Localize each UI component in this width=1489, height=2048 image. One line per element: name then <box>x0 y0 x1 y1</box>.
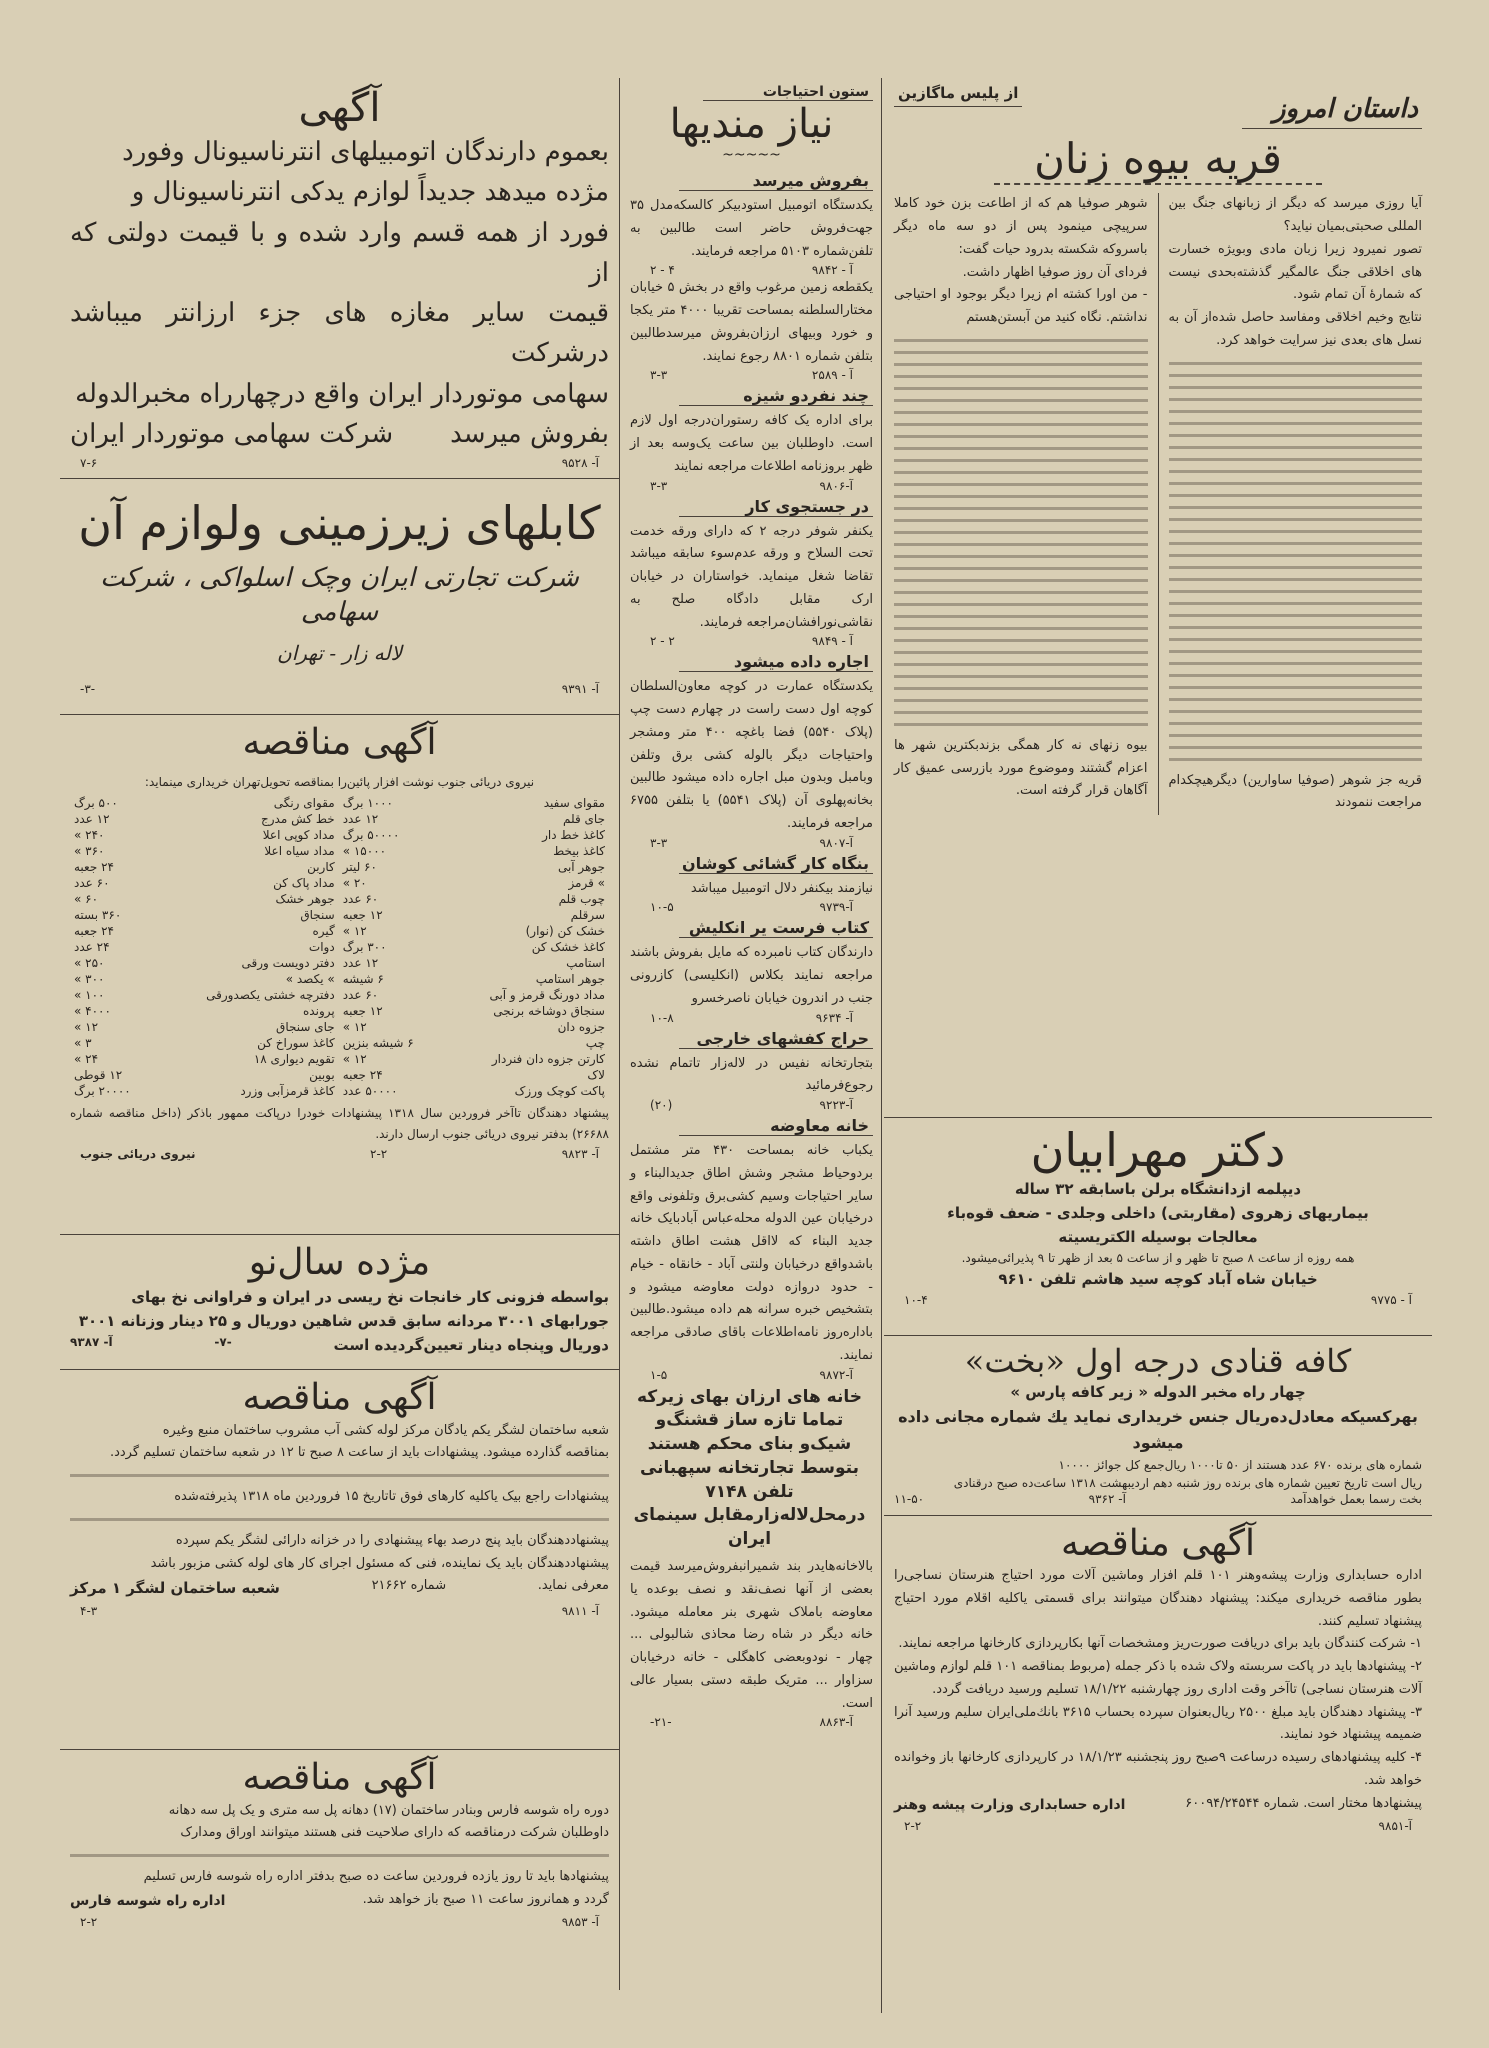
table-row <box>70 1083 609 1099</box>
ref-run: ۴-۳ <box>80 1603 98 1618</box>
story-paragraph: قریه جز شوهر (صوفیا ساوارین) دیگرهیچکدام مراجعت ننمودند <box>1168 772 1422 811</box>
item-name: سنجاق دوشاخه برنجی <box>493 1003 605 1018</box>
item-quantity: ۶۰ » <box>74 891 99 906</box>
item-name: کاغذ قرمزآبی وزرد <box>240 1083 335 1098</box>
ad-ref <box>630 368 873 382</box>
ref-run: ۷-۶ <box>80 456 98 471</box>
tender-title: آگهی مناقصه <box>242 1757 437 1799</box>
item-name: مداد دورنگ قرمز و آبی <box>489 987 605 1002</box>
item-quantity: ۲۰ » <box>342 875 367 890</box>
item-name: بوبین <box>309 1067 335 1082</box>
tender-items-table <box>70 795 609 1099</box>
ref-run: -۷- <box>214 1334 232 1349</box>
ad-ref <box>70 1913 609 1931</box>
ref-number: آ- ۹۳۹۱ <box>561 681 599 696</box>
item-quantity: ۱۰۰ » <box>74 987 105 1002</box>
ref-number: آ- ۹۸۵۳ <box>561 1915 599 1930</box>
table-row <box>70 987 609 1003</box>
item-quantity: ۲۴ جعبه <box>74 859 114 874</box>
ad-ref <box>630 836 873 850</box>
ad-ref <box>630 1098 873 1112</box>
ad-offer: بهرکسیکه معادل‌ده‌ریال جنس خریداری نماید یك شماره مجانی داده میشود <box>898 1407 1418 1452</box>
item-quantity: ۳۶۰ » <box>74 843 105 858</box>
story-paragraph: شوهر صوفیا هم که از اطاعت بزن خود کاملا سرپیچی مینمود پس از دو سه ماه دیگر باسروکه شکسته بدرود حیات گفت: <box>894 196 1148 257</box>
item-name: جوهر خشک <box>275 891 335 906</box>
table-row <box>70 891 609 907</box>
table-row <box>70 907 609 923</box>
item-quantity: ۱۲ » <box>74 1019 99 1034</box>
item-quantity: ۲۴ جعبه <box>342 1067 383 1082</box>
tender-title: آگهی مناقصه <box>242 722 437 764</box>
cafe-ad <box>884 1336 1432 1516</box>
ad-title: کابلهای زیرزمینی ولوازم آن <box>78 496 601 551</box>
ad-ref <box>630 900 873 914</box>
classified-text: نیازمند بیکنفر دلال اتومبیل میباشد <box>690 880 873 896</box>
item-quantity: ۶ شیشه بنزین <box>342 1035 414 1050</box>
ref-number: آ- ۹۸۲۳ <box>561 1146 599 1161</box>
ref-run: -۳- <box>80 681 96 696</box>
classified-ad <box>630 1116 873 1382</box>
body-text <box>70 1474 609 1477</box>
fars-tender <box>60 1750 619 1990</box>
item-quantity: ۳ » <box>74 1035 92 1050</box>
item-quantity: ۱۰۰۰ برگ <box>342 795 393 810</box>
ad-ref <box>894 1492 1422 1506</box>
item-quantity: ۲۴ » <box>74 1051 99 1066</box>
item-quantity: ۱۵۰۰۰ » <box>342 843 387 858</box>
item-quantity: ۱۲ عدد <box>342 955 379 970</box>
ad-address: چهار راه مخبر الدوله « زیر کافه پارس » <box>1010 1383 1306 1402</box>
tender-line: پیشنهاددهندگان باید پنج درصد بهاء پیشنهادی را در خزانه دارائی لشگر یکم سپرده <box>175 1532 609 1548</box>
tender-signature: نیروی دریائی جنوب <box>80 1146 196 1161</box>
item-quantity: ۶۰ لیتر <box>342 859 377 874</box>
item-name: کاغذ بیخط <box>553 843 605 858</box>
table-row <box>70 859 609 875</box>
classified-heading: اجاره داده میشود <box>679 652 873 672</box>
ref-run: ۲ - ۲ <box>650 634 675 649</box>
ad-last-line: بفروش میرسد <box>450 419 609 450</box>
tender-line <box>894 1793 1422 1818</box>
tender-line: بمناقصه گذارده میشود. پیشنهادات باید از ساعت ۸ صبح تا ۱۲ در شعبه ساختمان تسلیم گردد. <box>109 1445 609 1461</box>
story-paragraph: نتایج وخیم اخلاقی ومفاسد حاصل شده‌از آن به نسل های بعدی نیز سرایت خواهد کرد. <box>1168 310 1422 348</box>
ref-run: ۱۰-۵ <box>650 900 674 915</box>
tender-number: شماره ۲۱۶۶۲ <box>371 1578 447 1594</box>
story-paragraph: فردای آن روز صوفیا اظهار داشت. <box>962 264 1148 280</box>
story-paragraph: آیا روزی میرسد که دیگر از زبانهای جنگ بین المللی صحبتی‌بمیان نیاید؟ <box>1168 196 1422 235</box>
item-name: کاربن <box>307 859 335 874</box>
classified-heading: خانه معاوضه <box>679 1116 873 1136</box>
ornament: ~~~~~ <box>722 147 781 163</box>
motor-ad <box>60 78 619 479</box>
ref-run: ۳-۳ <box>650 835 668 850</box>
item-quantity: ۱۲ عدد <box>74 811 110 826</box>
table-row <box>70 827 609 843</box>
item-quantity: ۳۰۰ » <box>74 971 105 986</box>
ref-number: آ- ۹۸۱۱ <box>561 1603 599 1618</box>
ad-line: ریال است تاریخ تعیین شماره های برنده روز شنبه دهم اردیبهشت ۱۳۱۸ ساعت‌ده صبح درقنادی <box>953 1475 1422 1490</box>
ad-ref <box>630 263 873 277</box>
ad-line: بخت رسما بعمل خواهدآمد <box>1290 1491 1422 1506</box>
ad-ref <box>894 1817 1422 1835</box>
left-column <box>60 78 620 1990</box>
ad-line: معالجات بوسیله الکتریسیته <box>1058 1227 1258 1246</box>
item-name: پاکت کوچک ورزک <box>514 1083 605 1098</box>
table-row <box>70 939 609 955</box>
classified-text: یکدستگاه اتومبیل استودبیکر کالسکه‌مدل ۳۵ جهت‌فروش حاضر است طالبین به تلفن‌شماره ۵۱۰۳ مراجعه فرمایند. <box>630 198 873 259</box>
body-text <box>70 1854 609 1857</box>
table-row <box>70 1051 609 1067</box>
item-name: کاغذ خط دار <box>542 827 605 842</box>
ad-line: دیپلمه ازدانشگاه برلن باسابقه ۳۲ ساله <box>1014 1179 1302 1198</box>
ad-line: فورد از همه قسم وارد شده و با قیمت دولتی که از <box>70 217 609 288</box>
tender-line: شعبه ساختمان لشگر یکم یادگان مرکز لوله کشی آب مشروب ساختمان منبع وغیره <box>162 1422 609 1438</box>
item-name: مداد پاک کن <box>273 875 335 890</box>
item-quantity: ۱۲ عدد <box>342 811 379 826</box>
story-column-left <box>894 193 1148 815</box>
classified-text: یکدستگاه عمارت در کوچه معاون‌السلطان کوچه اول دست راست در چهارم دست چپ (پلاک ۵۵۴۰) فضا باغچه ۴۰۰ متر ومشجر واحتیاجات دیگر بالوله کشی برق وتلفن وبامبل وبدون مبل اجاره داده میشود طالبین بخانه‌پهلوی آن (پلاک ۵۵۴۱) یا بتلفن ۶۷۵۵ مراجعه فرمایند. <box>630 679 873 831</box>
body-text <box>1169 362 1423 761</box>
item-name: جوهر آبی <box>557 859 605 874</box>
tender-line: پیشنهادات راجع بیک یاکلیه کارهای فوق تاتاریخ ۱۵ فروردین ماه ۱۳۱۸ پذیرفته‌شده <box>174 1489 609 1505</box>
tender-signature: اداره راه شوسه فارس <box>70 1892 226 1909</box>
classified-ad <box>630 918 873 1024</box>
ref-number: آ- ۹۳۸۷ <box>70 1334 113 1349</box>
cables-ad <box>60 479 619 715</box>
ad-hours: همه روزه از ساعت ۸ صبح تا ظهر و از ساعت ۵ بعد از ظهر تا ۹ پذیرائی‌میشود. <box>961 1250 1355 1265</box>
item-quantity: ۴۰۰۰ » <box>74 1003 111 1018</box>
classified-ad <box>630 277 873 382</box>
item-quantity: ۵۰۰ برگ <box>74 795 118 810</box>
item-quantity: ۲۵۰ » <box>74 955 105 970</box>
item-quantity: ۱۲ » <box>342 1019 367 1034</box>
table-row <box>70 843 609 859</box>
ref-number: آ-۹۲۲۳ <box>819 1098 853 1112</box>
ref-number: آ-۹۸۰۶ <box>819 478 853 493</box>
table-row <box>70 1003 609 1019</box>
classified-list <box>630 167 873 1729</box>
ad-ref <box>630 1368 873 1382</box>
table-row <box>70 811 609 827</box>
tender-footer: پیشنهاد دهندگان تاآخر فروردین سال ۱۳۱۸ پیشنهادات خودرا درپاکت ممهور باذکر (داخل مناقصه شماره ۲۶۶۸۸) بدفتر نیروی دریائی جنوب ارسال دارند. <box>70 1105 609 1141</box>
classified-ad <box>630 1386 873 1730</box>
tender-line: پیشنهاددهندگان باید یک نماینده، فنی که مسئول اجرای کار های لوله کشی مزبور باشد <box>150 1555 609 1571</box>
ad-ref <box>630 1715 873 1729</box>
item-name: مقوای رنگی <box>273 795 335 810</box>
ref-number: آ- ۹۵۲۸ <box>561 456 599 471</box>
classified-text: بتجارتخانه نفیس در لاله‌زار تاتمام نشده رجوع‌فرمائید <box>630 1055 873 1094</box>
tender-line: ۱- شرکت کنندگان باید برای دریافت صورت‌ریز ومشخصات آنها بکارپردازی کارخانها مراجعه نمایند. <box>898 1636 1422 1652</box>
story-paragraph: تصور نمیرود زیرا زبان مادی وبویژه خسارت های اخلاقی جنگ عالمگیر گذشته‌بحدی نیست که شمارهٔ آن تمام شود. <box>1168 241 1422 303</box>
item-name: دفتر دویست ورقی <box>241 955 335 970</box>
table-row <box>70 1019 609 1035</box>
item-name: چپ <box>585 1035 605 1050</box>
item-quantity: ۱۲ جعبه <box>342 907 383 922</box>
ref-run: ۳-۳ <box>650 368 668 383</box>
table-row <box>70 795 609 811</box>
ad-line-text: دوریال وپنجاه دینار تعیین‌گردیده است <box>333 1335 609 1354</box>
classified-text: یکباب خانه بمساحت ۴۳۰ متر مشتمل بردوحیاط مشجر وشش اطاق جدیدالبناء و سایر احتیاجات وسیم کشی‌برق وتلفونی واقع درخیابان عین الدوله محله‌عباس آبادبایک خانه جدید البناء که لااقل هشت اطاق داشته باشدواقع درخیابان ولنتی آباد - خانقاه - خیام - حدود دروازه دولت معاوضه میشود و بتشخیص خبره سرانه هم داده میشود.طالبین باداره‌روز نامه‌اطلاعات باقای صادقی مراجعه نمایند. <box>630 1143 873 1363</box>
classified-text: یکقطعه زمین مرغوب واقع در بخش ۵ خیابان مختارالسلطنه بمساحت تقریبا ۴۰۰۰ متر یکجا و خورد وبیهای ارزان‌بفروش میرسدطالبین بتلفن شماره ۸۸۰۱ رجوع نمایند. <box>630 280 873 364</box>
item-name: جزوه دان <box>557 1019 605 1034</box>
tender-line <box>70 1575 609 1601</box>
ref-run: ۴ - ۲ <box>650 263 675 278</box>
item-name: » قرمز <box>568 875 605 890</box>
item-name: » یکصد » <box>285 971 335 986</box>
table-row <box>70 1035 609 1051</box>
tender-line: ۳- پیشنهاد دهندگان باید مبلغ ۲۵۰۰ ریال‌بعنوان سپرده بحساب ۳۶۱۵ بانك‌ملی‌ایران سلیم ورسید آنرا ضمیمه پیشنهاد خود نمایند. <box>894 1704 1423 1743</box>
item-quantity: ۵۰۰۰۰ عدد <box>342 1083 398 1098</box>
story-paragraph: - من اورا کشته ام زیرا دیگر بوجود او احتیاجی نداشتم. نگاه کنید من آبستن‌هستم <box>894 287 1148 326</box>
classified-ad <box>630 171 873 277</box>
ref-number: آ - ۹۷۷۵ <box>1370 1292 1412 1307</box>
item-quantity: ۶۰ عدد <box>342 987 379 1002</box>
ref-run: ۱۱-۵۰ <box>894 1491 925 1506</box>
story-paragraph: بیوه زنهای نه کار همگی بزندبکترین شهر ها اعزام گشتند وموضوع مورد بازرسی عمیق کار آگاهان قرار گرفته است. <box>894 737 1148 799</box>
item-name: استامپ <box>566 955 605 970</box>
item-quantity: ۲۴۰ » <box>74 827 105 842</box>
company-address: لاله زار - تهران <box>277 640 402 665</box>
classified-text: یکنفر شوفر درجه ۲ که دارای ورقه خدمت تحت السلاح و ورقه عدم‌سوء سابقه میباشد تقاضا شغل مینماید. خواستاران در خیابان ارک مقابل دادگاه صلح به نقاشی‌نورافشان‌مراجعه فرمایند. <box>630 523 874 630</box>
tender-line: اداره حسابداری وزارت پیشه‌وهنر ۱۰۱ قلم افزار وماشین آلات مورد احتیاج هنرستان نساجی‌را بطور مناقصه خریداری میکند: پیشنهاد دهندگان میتوانند برای قسمتی یاکلیه اقلام مورد احتیاج پیشنهاد تسلیم کنند. <box>894 1568 1422 1629</box>
ad-ref <box>70 1145 609 1163</box>
story-title: قریه بیوه زنان <box>994 135 1322 185</box>
ad-ref <box>630 479 873 493</box>
section-label: داستان امروز <box>1242 78 1422 129</box>
item-name: سنجاق <box>300 907 335 922</box>
navy-tender <box>60 715 619 1235</box>
ad-title: مژده سال‌نو <box>248 1242 431 1284</box>
ad-line: بواسطه فزونی کار خانجات نخ ریسی در ایران و فراوانی نخ بهای <box>131 1287 609 1306</box>
ref-run: -۲۱- <box>650 1715 672 1730</box>
item-name: دوات <box>308 939 335 954</box>
tender-title: آگهی مناقصه <box>1060 1523 1256 1564</box>
item-name: گیره <box>312 923 335 938</box>
right-column <box>884 78 1432 1916</box>
ref-number: آ - ۹۸۴۹ <box>811 634 853 649</box>
item-quantity: ۲۰۰۰۰ برگ <box>74 1083 131 1098</box>
ad-line: بعموم دارندگان اتومبیلهای انترناسیونال وفورد <box>122 137 609 167</box>
ref-number: آ- ۹۳۶۲ <box>1088 1491 1126 1506</box>
tender-line: ۲- پیشنهادها باید در پاکت سربسته ولاک شده با ذکر جمله (مربوط بمناقصه ۱۰۱ قلم لوازم وماشین آلات هنرستان نساجی) تاآخر وقت اداری روز چهارشنبه ۱۸/۱/۲۲ تسلیم ورسید دریافت گردد. <box>894 1659 1422 1697</box>
ref-number: آ-۹۸۵۱ <box>1378 1819 1412 1834</box>
column-title: نیاز مندیها <box>669 101 834 147</box>
body-text <box>894 339 1148 726</box>
ad-line <box>70 414 609 454</box>
classified-text: دارندگان کتاب نامبرده که مایل بفروش باشند مراجعه نمایند بکلاس (انکلیسی) کازرونی جنب در اندرون خیابان ناصرخسرو <box>630 945 873 1006</box>
new-year-ad <box>60 1235 619 1370</box>
ad-ref <box>630 1011 873 1025</box>
ministry-tender <box>884 1516 1432 1916</box>
item-name: جوهر استامپ <box>535 971 605 986</box>
doctor-ad <box>884 1118 1432 1336</box>
item-name: سرقلم <box>570 907 605 922</box>
item-name: خشک کن (نوار) <box>525 923 605 938</box>
tender-line: دوره راه شوسه فارس وبنادر ساختمان (۱۷) دهانه پل سه متری و یک پل سه دهانه <box>168 1802 609 1818</box>
source-label: از پلیس ماگازین <box>894 78 1022 107</box>
classified-ad <box>630 386 873 492</box>
ad-title: دکتر مهرابیان <box>1030 1123 1286 1177</box>
item-quantity: ۲۴ عدد <box>74 939 110 954</box>
ad-title: آگهی <box>298 85 381 131</box>
column-label: ستون احتیاجات <box>703 84 873 101</box>
classified-heading: حراج کفشهای خارجی <box>679 1029 873 1049</box>
ad-ref <box>70 1602 609 1620</box>
ref-number: آ-۸۸۶۳ <box>819 1715 853 1730</box>
ref-number: آ- ۹۶۳۴ <box>815 1010 853 1025</box>
tender-line: ۴- کلیه پیشنهادهای رسیده درساعت ۹صبح روز پنجشنبه ۱۸/۱/۲۳ در کارپردازی کارخانها باز وخوانده خواهد شد. <box>894 1750 1422 1788</box>
item-quantity: ۶۰ عدد <box>342 891 379 906</box>
item-quantity: ۶۰ عدد <box>74 875 110 890</box>
ref-run: ۱-۵ <box>650 1367 668 1382</box>
table-row <box>70 971 609 987</box>
item-quantity: ۲۴ جعبه <box>74 923 114 938</box>
classified-ad <box>630 854 873 915</box>
ad-ref <box>894 1291 1422 1309</box>
item-name: مداد کوپی اعلا <box>262 827 335 842</box>
item-name: کاغذ سوراخ کن <box>257 1035 335 1050</box>
tender-signature: شعبه ساختمان لشگر ۱ مرکز <box>70 1579 280 1598</box>
item-quantity: ۶ شیشه <box>342 971 384 986</box>
ad-title: کافه قنادی درجه اول «بخت» <box>964 1342 1352 1380</box>
item-name: پرونده <box>303 1003 335 1018</box>
item-name: تقویم دیواری ۱۸ <box>253 1051 335 1066</box>
item-name: لاک <box>587 1067 605 1082</box>
item-quantity: ۵۰۰۰۰ برگ <box>342 827 400 842</box>
army-tender <box>60 1370 619 1750</box>
item-name: چوب قلم <box>558 891 605 906</box>
ref-run: ۲-۲ <box>370 1146 388 1161</box>
classified-heading: خانه های ارزان بهای زیرکه تماما تازه ساز قشنگ‌و شیک‌و بنای محکم هستند بتوسط تجارتخانه سپهبانی تلفن ۷۱۴۸ درمحل‌لاله‌زار‌مقابل سینمای ایران <box>633 1386 866 1550</box>
story-column-right <box>1158 193 1423 815</box>
tender-line: پیشنهادها باید تا روز یازده فروردین ساعت ده صبح بدفتر اداره راه شوسه فارس تسلیم <box>143 1869 609 1885</box>
tender-closing: پیشنهادها مختار است. شماره ۶۰۰۹۴/۲۴۵۴۴ <box>1185 1795 1422 1811</box>
table-row <box>70 923 609 939</box>
ad-line: جورابهای ۳۰۰۱ مردانه سابق قدس شاهین دوریال و ۲۵ دینار وزنانه ۳۰۰۱ <box>78 1311 609 1330</box>
ad-signature: شرکت سهامی موتوردار ایران <box>70 419 394 450</box>
tender-intro: نیروی دریائی جنوب نوشت افزار پائین‌را بمناقصه تحویل‌تهران خریداری مینماید: <box>144 774 535 789</box>
ref-number: آ - ۲۵۸۹ <box>811 368 853 383</box>
item-name: مداد سیاه اعلا <box>264 843 335 858</box>
tender-line: داوطلبان شرکت درمناقصه که دارای صلاحیت فنی هستند میتوانند اوراق ومدارک <box>180 1825 609 1841</box>
table-row <box>70 1067 609 1083</box>
classified-ad <box>630 497 873 649</box>
ad-ref <box>70 680 609 698</box>
classifieds-column <box>622 78 882 2013</box>
item-quantity: ۳۶۰ بسته <box>74 907 122 922</box>
item-name: خط کش مدرج <box>260 811 335 826</box>
ref-run: ۱۰-۸ <box>650 1010 674 1025</box>
tender-title: آگهی مناقصه <box>242 1377 437 1419</box>
ad-ref <box>630 634 873 648</box>
ref-run: ۲-۲ <box>904 1819 922 1834</box>
tender-signature: اداره حسابداری وزارت پیشه وهنر <box>894 1796 1126 1813</box>
ref-number: آ-۹۸۷۲ <box>819 1367 853 1382</box>
classified-ad <box>630 652 873 849</box>
ref-run: ۲-۲ <box>80 1915 98 1930</box>
classified-heading: کتاب فرست یر انکلیش <box>679 918 873 938</box>
tender-line-text: گردد و همانروز ساعت ۱۱ صبح باز خواهد شد. <box>362 1891 609 1907</box>
ad-line: شماره های برنده ۶۷۰ عدد هستند از ۵۰ تا۱۰۰۰ ریال‌جمع کل جوائز ۱۰۰۰۰ <box>1058 1457 1422 1472</box>
ad-ref <box>70 454 609 472</box>
ad-line <box>70 1333 609 1357</box>
item-name: جای قلم <box>563 811 605 826</box>
item-quantity: ۱۲ » <box>342 1051 367 1066</box>
item-name: جای سنجاق <box>276 1019 335 1034</box>
company-name: شرکت تجارتی ایران وچک اسلواکی ، شرکت سهامی <box>100 563 579 628</box>
item-quantity: ۳۰۰ برگ <box>342 939 387 954</box>
item-name: کارتن جزوه دان فنردار <box>491 1051 605 1066</box>
ad-address: خیابان شاه آباد کوچه سید هاشم تلفن ۹۶۱۰ <box>998 1269 1318 1288</box>
item-quantity: ۱۲ جعبه <box>342 1003 383 1018</box>
ref-number: آ-۹۷۳۹ <box>819 900 853 915</box>
tender-line-text: معرفی نماید. <box>537 1578 609 1594</box>
ref-number: آ-۹۸۰۷ <box>819 835 853 850</box>
classified-ad <box>630 1029 873 1113</box>
ad-line: بیماریهای زهروی (مقاربتی) داخلی وجلدی - ضعف قوه‌باء <box>947 1203 1369 1222</box>
ad-line: سهامی موتوردار ایران واقع درچهارراه مخبرالدوله <box>75 378 609 409</box>
story-section <box>884 78 1432 1118</box>
item-name: کاغذ خشک کن <box>531 939 605 954</box>
body-text <box>70 1518 609 1521</box>
classified-heading: چند نفردو شیزه <box>679 386 873 406</box>
item-name: مقوای سفید <box>543 795 605 810</box>
classified-heading: بفروش میرسد <box>679 171 873 191</box>
classified-text: برای اداره یک کافه رستوران‌درجه اول لازم است. داوطلبان بین ساعت یک‌وسه بعد از ظهر بروزنامه اطلاعات مراجعه نمایند <box>630 413 873 474</box>
classified-heading: در جستجوی کار <box>679 497 873 517</box>
ad-line: قیمت سایر مغازه های جزء ارزانتر میباشد درشرکت <box>70 298 609 369</box>
tender-line <box>70 1889 609 1914</box>
ref-run: ۱۰-۴ <box>904 1292 928 1307</box>
classified-heading: بنگاه کار گشائی کوشان <box>679 854 873 874</box>
ref-number: آ - ۹۸۴۲ <box>811 263 853 278</box>
ad-line: مژده میدهد جدیداً لوازم یدکی انترناسیونال و <box>131 177 609 208</box>
ref-run: ۳-۳ <box>650 478 668 493</box>
item-quantity: ۱۲ قوطی <box>74 1067 123 1082</box>
item-name: دفترچه خشتی یکصدورقی <box>206 987 335 1002</box>
table-row <box>70 875 609 891</box>
classified-text: بالاخانه‌هایدر بند شمیرانبفروش‌میرسد قیمت بعضی از آنها نصف‌نقد و نصف بوعده یا معاوضه باملاک شهری بنر معامله میشود. خانه دیگر در شاه رضا محاذی شالبولی ... چهار - نودوبعضی کاهگلی - خانه درخیابان سزاوار ... متریک طبقه دستی بسیار عالی است. <box>630 1559 873 1711</box>
table-row <box>70 955 609 971</box>
item-quantity: ۱۲ » <box>342 923 367 938</box>
ref-run: (۲۰) <box>650 1098 673 1112</box>
